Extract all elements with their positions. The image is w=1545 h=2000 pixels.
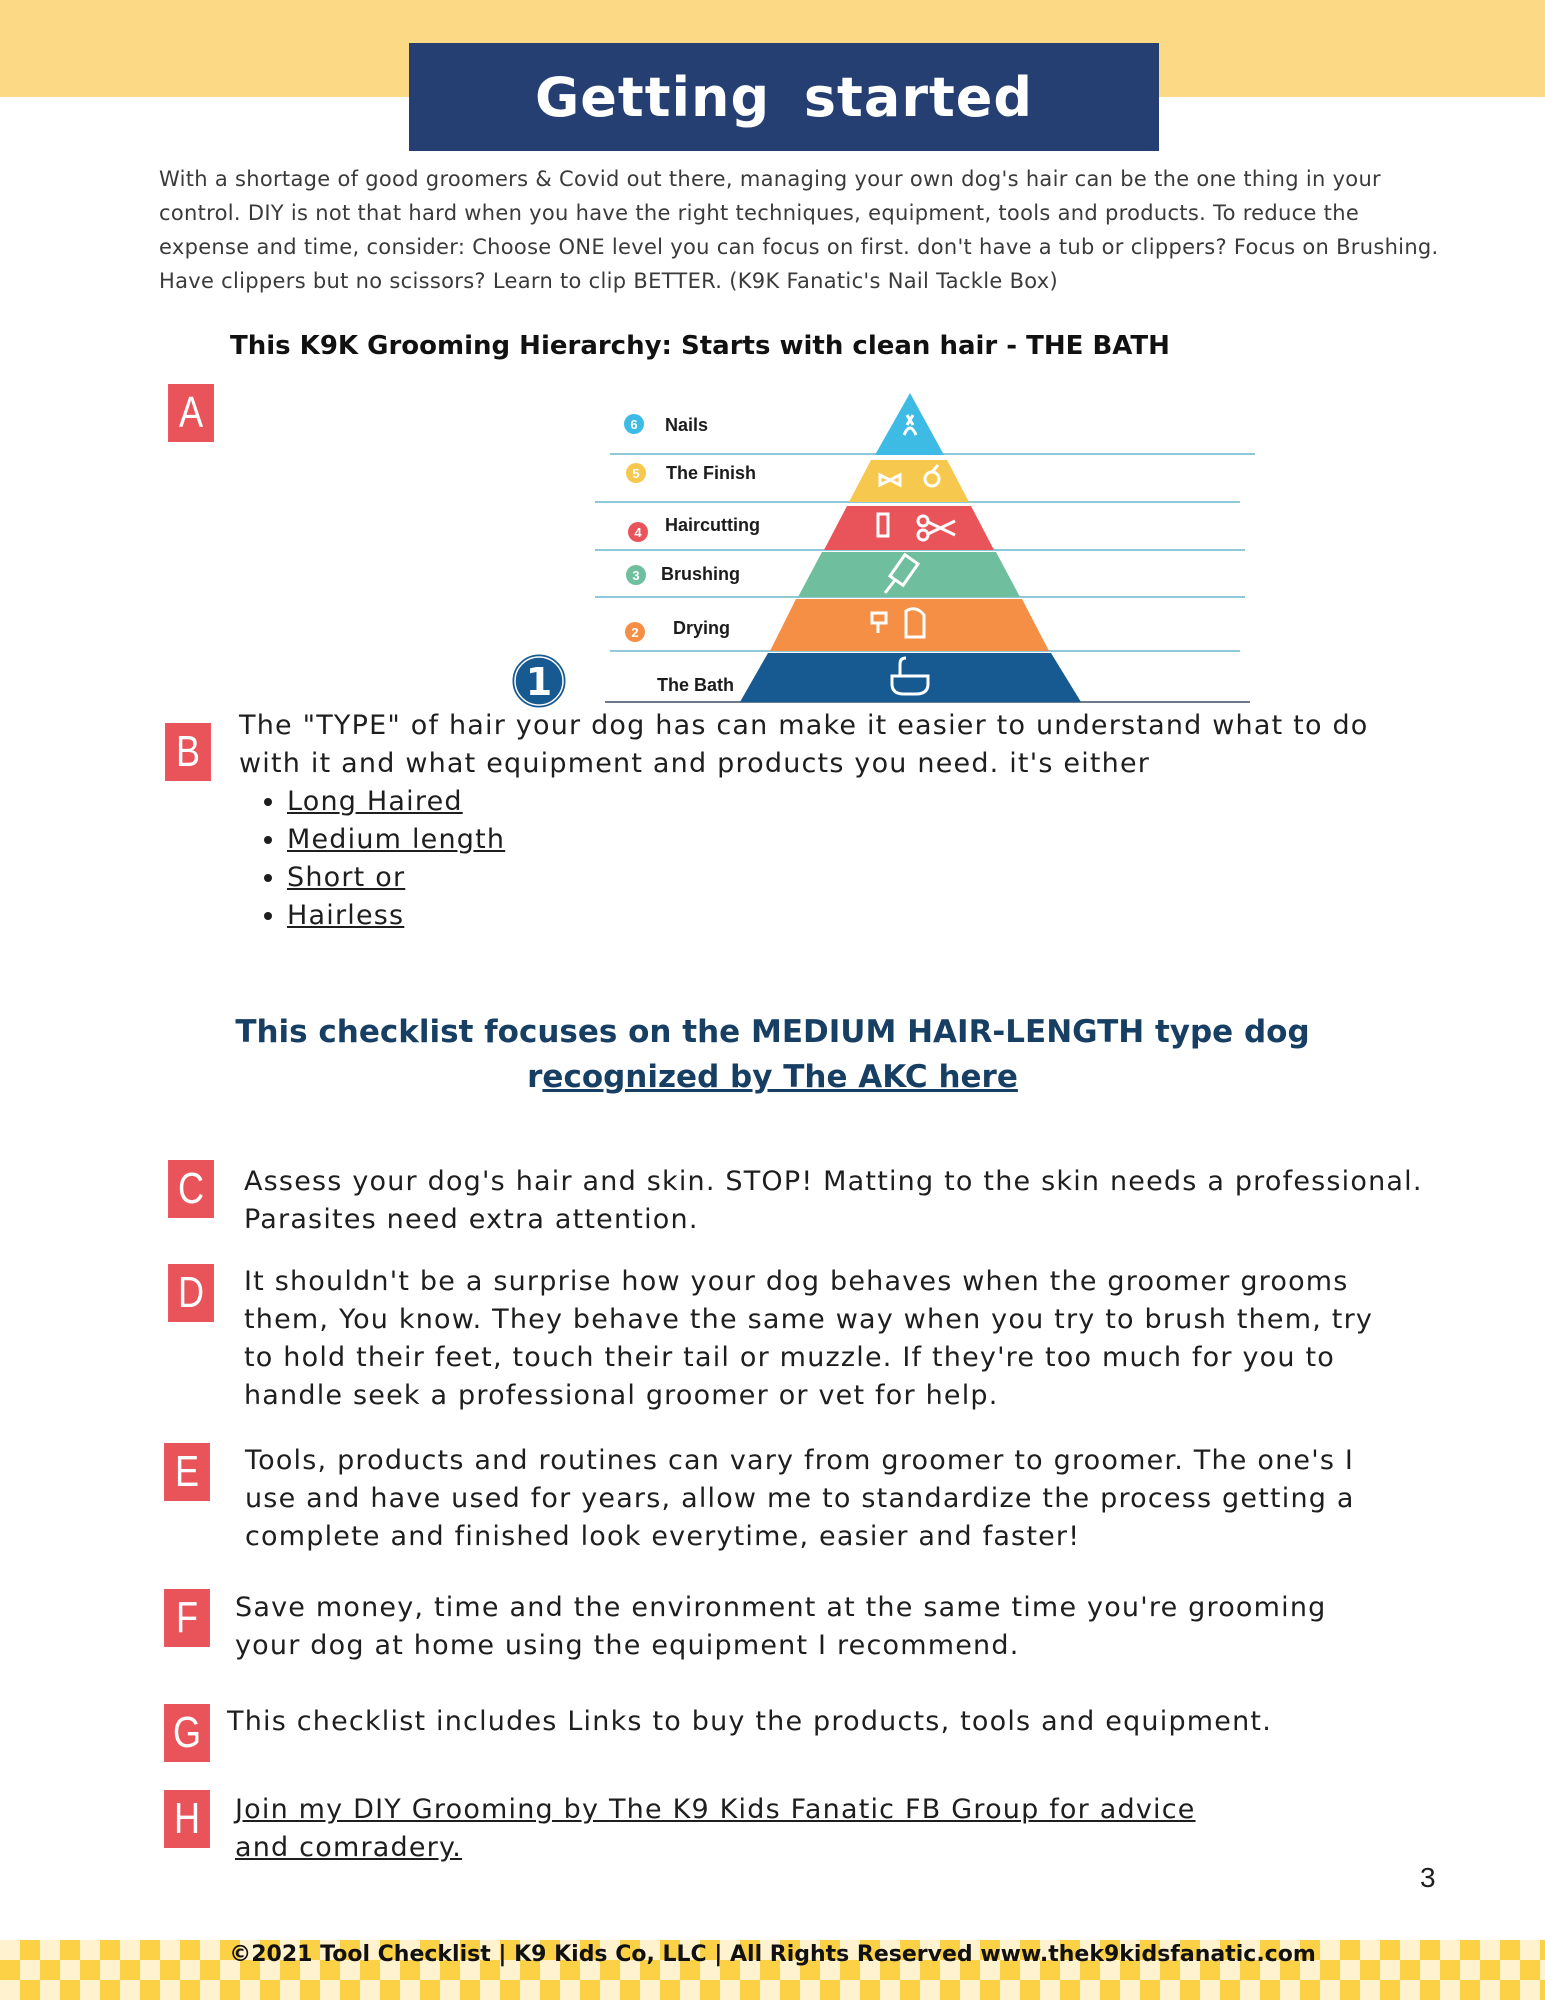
tier-drying — [770, 599, 1049, 651]
list-item — [287, 783, 1389, 821]
list-item — [287, 821, 1389, 859]
level-label: Haircutting — [665, 515, 761, 535]
hair-type-intro: The "TYPE" of hair your dog has can make it easier to understand what to do with it and what equipment and products you need. it's either — [239, 710, 1369, 779]
level-number: 6 — [630, 417, 638, 432]
hair-type-list — [239, 783, 1389, 935]
level-nails — [624, 414, 708, 435]
level-number: 5 — [632, 466, 640, 481]
hair-type-paragraph — [239, 707, 1389, 935]
item-d-text: It shouldn't be a surprise how your dog behaves when the groomer grooms them, You know. They behave the same way when you try to brush them, try to hold their feet, touch their tail or muzzle. If they're too much for you to handle seek a professional groomer or vet for help. — [244, 1266, 1374, 1411]
section-marker-c: C — [168, 1160, 214, 1218]
hierarchy-heading: This K9K Grooming Hierarchy: Starts with clean hair - THE BATH — [230, 331, 1170, 361]
focus-prefix: r — [527, 1059, 543, 1095]
tier-the-finish — [849, 460, 969, 502]
list-item — [287, 897, 1389, 935]
level-label: The Bath — [657, 675, 735, 695]
footer-text: ©2021 Tool Checklist | K9 Kids Co, LLC | All Rights Reserved www.thek9kidsfanatic.com — [229, 1942, 1316, 1967]
item-h-paragraph — [235, 1791, 1235, 1867]
item-f-text: Save money, time and the environment at the same time you're grooming your dog at home using the equipment I recommend. — [235, 1592, 1327, 1661]
level-number: 2 — [631, 625, 639, 640]
fb-group-link[interactable]: Join my DIY Grooming by The K9 Kids Fanatic FB Group for advice and comradery. — [235, 1794, 1196, 1863]
hair-type-link[interactable]: Short or — [287, 862, 406, 893]
section-marker-f: F — [164, 1589, 210, 1647]
section-marker-a: A — [168, 384, 214, 442]
section-marker-h: H — [164, 1790, 210, 1848]
page-number: 3 — [1420, 1862, 1436, 1893]
hair-type-link[interactable]: Long Haired — [287, 786, 463, 817]
level-brushing — [626, 564, 740, 585]
level-label: Drying — [673, 618, 731, 638]
tier-nails — [875, 393, 944, 455]
level-the-bath — [657, 675, 734, 695]
akc-link[interactable]: ecognized by The AKC here — [542, 1059, 1018, 1095]
focus-line: This checklist focuses on the MEDIUM HAIR-LENGTH type dog — [235, 1014, 1310, 1050]
section-marker-e: E — [164, 1443, 210, 1501]
focus-line-2 — [160, 1055, 1385, 1100]
level-label: Brushing — [661, 564, 740, 584]
focus-heading — [160, 1010, 1385, 1100]
level-one-number: 1 — [525, 660, 553, 704]
level-number: 3 — [632, 568, 640, 583]
item-e-text: Tools, products and routines can vary from groomer to groomer. The one's I use and have used for years, allow me to standardize the process getting a complete and finished look everytime, easier and faster! — [245, 1445, 1355, 1552]
level-number: 4 — [634, 525, 642, 540]
level-the-finish — [626, 463, 756, 483]
grooming-hierarchy-pyramid — [500, 385, 1280, 715]
level-haircutting — [628, 515, 760, 542]
page-title: Getting started — [409, 43, 1159, 151]
level-one-badge — [511, 653, 567, 709]
item-g-text: This checklist includes Links to buy the products, tools and equipment. — [227, 1706, 1272, 1737]
section-marker-d: D — [168, 1264, 214, 1322]
tier-haircutting — [824, 506, 994, 550]
level-drying — [625, 618, 730, 642]
section-marker-g: G — [164, 1704, 210, 1762]
hair-type-link[interactable]: Medium length — [287, 824, 506, 855]
intro-paragraph: With a shortage of good groomers & Covid out there, managing your own dog's hair can be the one thing in your control. DIY is not that hard when you have the right techniques, equipment, tools and products. To reduce the expense and time, consider: Choose ONE level you can focus on first. don't have a tub or clippers? Focus on Brushing. Have clippers but no scissors? Learn to clip BETTER. (K9K Fanatic's Nail Tackle Box) — [159, 167, 1439, 293]
section-marker-b: B — [165, 723, 211, 781]
level-label: The Finish — [666, 463, 756, 483]
list-item — [287, 859, 1389, 897]
hair-type-link[interactable]: Hairless — [287, 900, 405, 931]
item-c-text: Assess your dog's hair and skin. STOP! Matting to the skin needs a professional. Parasites need extra attention. — [244, 1166, 1423, 1235]
level-label: Nails — [665, 415, 709, 435]
